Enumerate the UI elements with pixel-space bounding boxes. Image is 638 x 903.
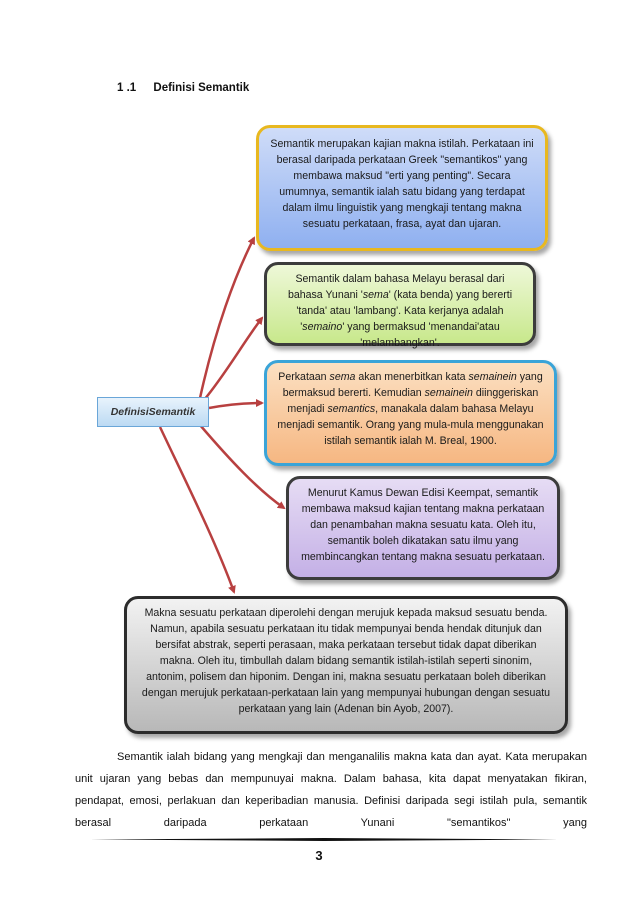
definition-box-kamus-dewan [286, 476, 560, 580]
definisi-semantik-label: DefinisiSemantik [97, 397, 209, 427]
box3-text: Perkataan sema akan menerbitkan kata semainein yang bermaksud bererti. Kemudian semainein diinggeriskan menjadi semantics, manakala dalam bahasa Melayu menjadi semantik. Orang yang mula-mula menggunakan istilah semantik ialah M. Breal, 1900. [277, 371, 544, 447]
box2-text: Semantik dalam bahasa Melayu berasal dari bahasa Yunani 'sema' (kata benda) yang bererti 'tanda' atau 'lambang'. Kata kerjanya adalah 'semaino' yang bermaksud 'menandai'atau 'melambangkan'. [287, 273, 513, 349]
arrow-to-box2 [204, 318, 262, 400]
section-title: Definisi Semantik [153, 82, 250, 94]
definition-box-breal [264, 360, 557, 466]
definition-box-greek [256, 125, 548, 251]
arrow-to-box3 [209, 403, 262, 408]
arrow-to-box1 [200, 238, 254, 398]
definition-box-yunani [264, 262, 536, 349]
body-paragraph [75, 746, 587, 834]
footer-divider [90, 838, 558, 841]
definition-box-makna [124, 596, 568, 734]
page-number: 3 [315, 848, 323, 863]
box5-text: Makna sesuatu perkataan diperolehi dengan merujuk kepada maksud sesuatu benda. Namun, apabila sesuatu perkataan itu tidak mempunyai benda hendak ditunjuk dan bersifat abstrak, seperti perasaan, maka perkataan tersebut tidak dapat diberikan makna. Oleh itu, timbullah dalam bidang semantik istilah-istilah seperti sinonim, antonim, polisem dan hiponim. Dengan ini, makna sesuatu perkataan boleh diberikan dengan merujuk perkataan-perkataan lain yang mempunyai hubungan dengan sesuatu perkataan yang lain (Adenan bin Ayob, 2007). [141, 607, 551, 715]
box1-text: Semantik merupakan kajian makna istilah. Perkataan ini berasal daripada perkataan Greek "semantikos" yang membawa maksud "erti yang penting". Secara umumnya, semantik ialah satu bidang yang terdapat dalam ilmu linguistik yang mengkaji tentang makna sesuatu perkataan, frasa, ayat dan ujaran. [270, 138, 534, 230]
body-paragraph-text: Semantik ialah bidang yang mengkaji dan menganalilis makna kata dan ayat. Kata merupakan unit ujaran yang bebas dan mempunuyai makna. Dalam bahasa, kita dapat menyatakan fikiran, pendapat, emosi, perlakuan dan keperibadian manusia. Definisi daripada segi istilah pula, semantik berasal daripada perkataan Yunani "semantikos" yang [75, 751, 587, 829]
box4-text: Menurut Kamus Dewan Edisi Keempat, semantik membawa maksud kajian tentang makna perkataan dan penambahan makna sesuatu kata. Oleh itu, semantik boleh dikatakan satu ilmu yang membincangkan tentang makna sesuatu perkataan. [301, 487, 545, 563]
section-number: 1 .1 [117, 82, 137, 94]
